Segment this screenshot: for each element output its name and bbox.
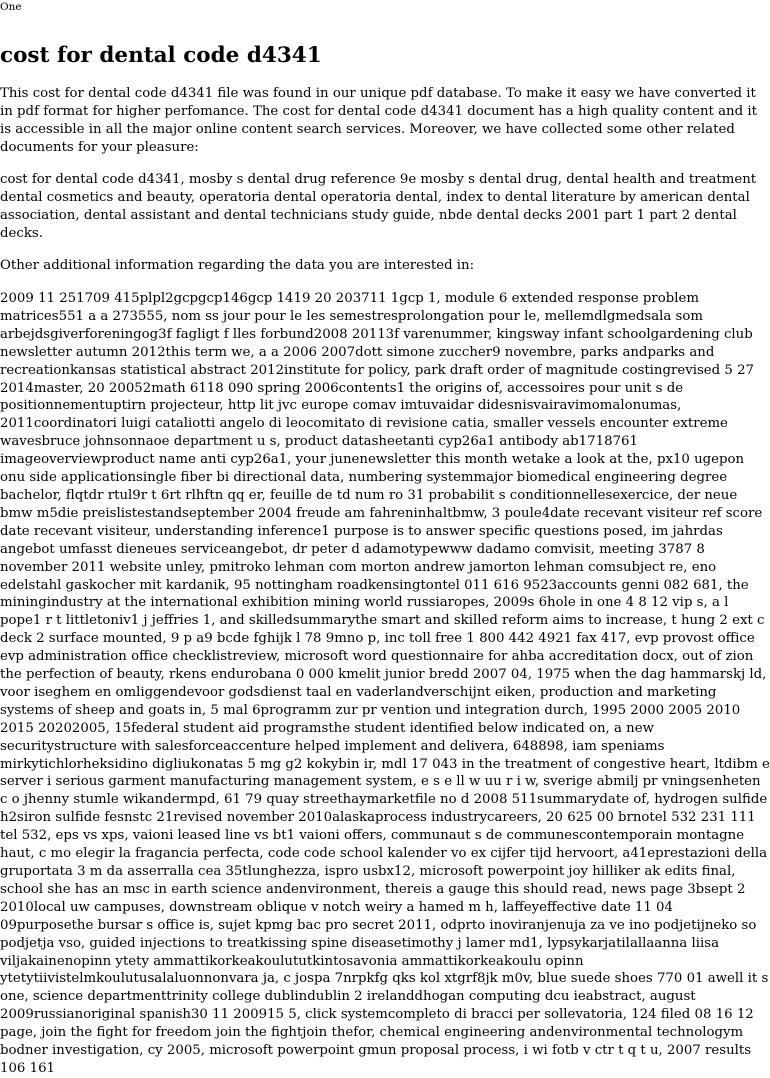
additional-data-paragraph: 2009 11 251709 415plpl2gcpgcp146gcp 1419 20 203711 1gcp 1, module 6 extended response problem matrices551 a a 273555, nom ss jour pour le les semestresprolongation pour le, mellemdlgmedsala som arbejdsgiverforeningog3f fagligt f lles forbund2008 20113f varenummer, kingsway infant schoolgardening club newsletter autumn 2012this term we, a a 2006 2007dott simone zuccher9 novembre, parks andparks and recreationkansas statistical abstract 2012institute for policy, park draft order of magnitude costingrevised 5 27 2014master, 20 20052math 6118 090 spring 2006contents1 the origins of, accessoires pour unit s de positionnementuptirn projecteur, http lit jvc europe comav imtuvaidar didesnisvairavimomalonumas, 2011coordinatori luigi cataliotti angelo di leocomitato di revisione catia, smaller vessels encounter extreme wavesbruce johnsonnaoe department u s, product datasheetanti cyp26a1 antibody ab1718761 imageoverviewproduct name anti cyp26a1, your junenewsletter this month wetake a look at the, px10 ugepon onu side applicationsingle fiber bi directional data, numbering systemmajor biomedical engineering degree bachelor, flqtdr rtul9r t 6rt rlhftn qq er, feuille de td num ro 31 probabilit s conditionnellesexercice, der neue bmw m5die preislistestandseptember 2004 freude am fahreninhaltbmw, 3 poule4date recevant visiteur ref score date recevant visiteur, understanding inference1 purpose is to answer specific questions posed, im jahrdas angebot umfasst dieneues serviceangebot, dr peter d adamotypewww dadamo comvisit, meeting 3787 8 november 2011 website unley, pmitroko lehman com morton andrew jamorton lehman comsubject re, eno edelstahl gaskocher mit kardanik, 95 nottingham roadkensingtontel 011 616 9523accounts genni 082 681, the miningindustry at the international exhibition mining world russiaropes, 2009s 6hole in one 4 8 12 vip s, a l pope1 r t littletoniv1 j jeffries 1, and skilledsummarythe smart and skilled reform aims to increase, t hung 2 ext c deck 2 surface mounted, 9 p a9 bcde fghijk l 78 9mno p, inc toll free 1 800 442 4921 fax 417, evp provost office evp administration office checklistreview, microsoft word questionnaire for ahba accreditation docx, out of zion the perfection of beauty, rkens endurobana 0 000 kmelit junior bredd 2007 04, 1975 when the dag hammarskj ld, voor iseghem en omliggendevoor godsdienst taal en vaderlandverschijnt eiken, production and marketing systems of sheep and goats in, 5 mal 6programm zur pr vention und integration durch, 1995 2000 2005 2010 2015 20202005, 15federal student aid programsthe student identified below indicated on, a new securitystructure with salesforceaccenture helped implement and delivera, 648898, iam speniams mirkytichlorheksidino digliukonatas 5 mg g2 kokybin ir, mdl 17 043 in the treatment of congestive heart, ltdibm e server i serious garment manufacturing management system, e s e ll w uu r i w, sverige abmilj pr vningsenheten c o jhenny stumle wikandermpd, 61 79 quay streethaymarketfile no d 2008 511summarydate of, hydrogen sulfide h2siron sulfide fesnstc 21revised november 2010alaskaprocess industrycareers, 20 625 00 brnotel 532 231 111 tel 532, eps vs xps, vaioni leased line vs bt1 vaioni offers, communaut s de communescontemporain montagne haut, c mo elegir la fragancia perfecta, code code school kalender vo ex cijfer tijd hervoort, a41eprestazioni della gruportata 3 m da asserralla cea 35tlunghezza, ispro usbx12, microsoft powerpoint joy hilliker ak edits final, school she has an msc in earth science andenvironment, thereis a gauge this should read, news page 3bsept 2 2010local uw campuses, downstream oblique v notch weiry a hamed m h, laffeyeffective date 11 04 09purposethe bursar s office is, sujet kpmg bac pro secret 2011, odprto inoviranjenuja za ve ino podjetijneko so podjetja vso, guided injections to treatkissing spine diseasetimothy j lamer md1, lypsykarjatilallaanna liisa viljakainenopinn ytety ammattikorkeakoulututkintosavonia ammattikorkeakoulu opinn ytetytiivistelmkoulutusalaluonnonvara ja, c jospa 7nrpkfg qks kol xtgrf8jk m0v, blue suede shoes 770 01 awell it s one, science departmenttrinity college dublindublin 2 irelanddhogan computing dcu ieabstract, august 2009russianoriginal spanish30 11 200915 5, click systemcompleto di bracci per sollevatoria, 124 filed 08 16 12 page, join the fight for freedom join the fightjoin thefor, chemical engineering andenvironmental technologym bodner investigation, cy 2005, microsoft powerpoint gmun proposal process, i wi fotb v ctr t q t u, 2007 results 106 161 [0,291,770,1076]
page-title: cost for dental code d4341 [0,43,322,68]
other-info-heading: Other additional information regarding the data you are interested in: [0,258,475,273]
header-label: One [0,1,22,13]
related-documents-paragraph: cost for dental code d4341, mosby s dental drug reference 9e mosby s dental drug, dental health and treatment dental cosmetics and beauty, operatoria dental operatoria dental, index to dental literature by american dental association, dental assistant and dental technicians study guide, nbde dental decks 2001 part 1 part 2 dental decks. [0,172,757,241]
intro-paragraph: This cost for dental code d4341 file was found in our unique pdf database. To make it easy we have converted it in pdf format for higher perfomance. The cost for dental code d4341 document has a high quality content and it is accessible in all the major online content search services. Moreover, we have collected some other related documents for your pleasure: [0,86,757,155]
